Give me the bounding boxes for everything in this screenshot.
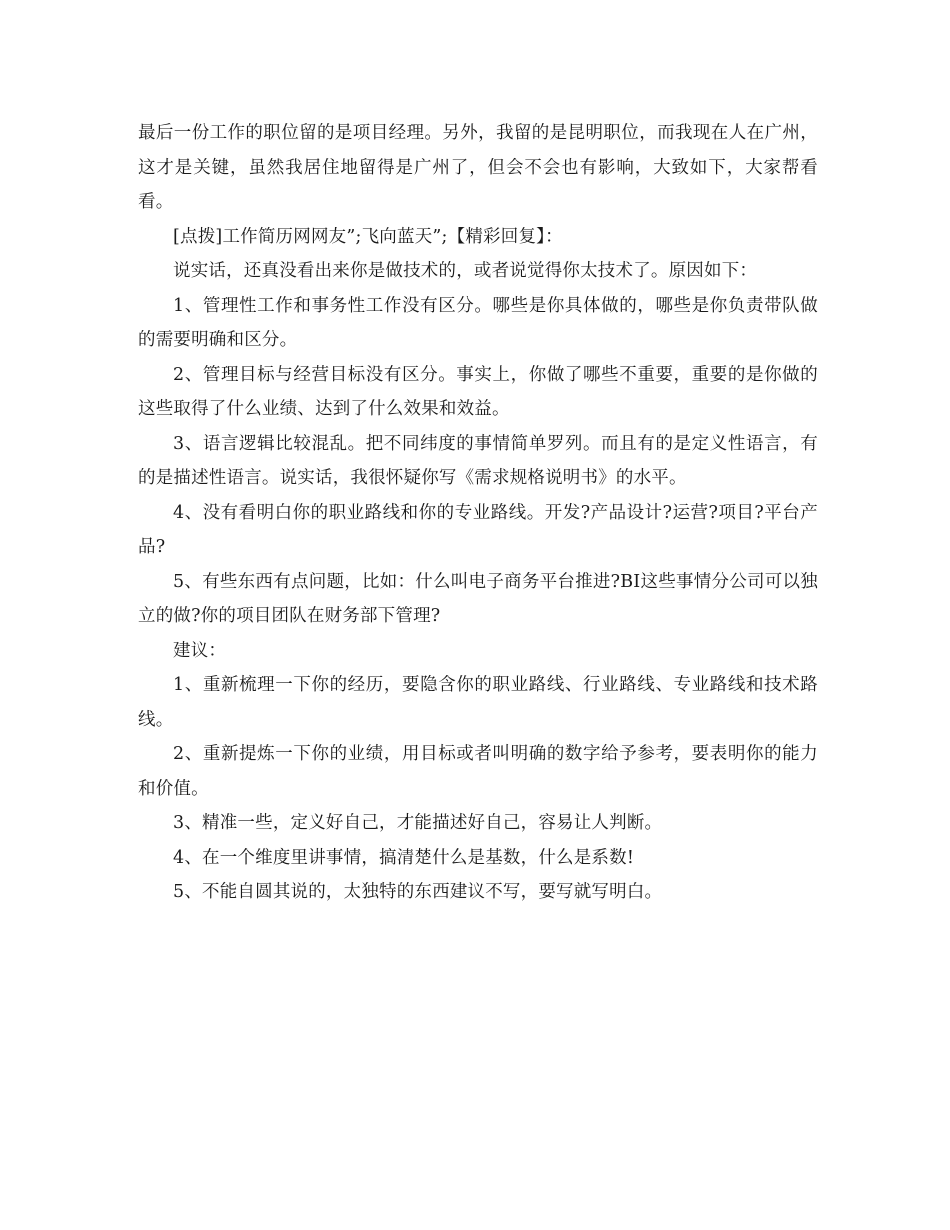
- paragraph-reason-3: 3、语言逻辑比较混乱。把不同纬度的事情简单罗列。而且有的是定义性语言，有的是描述性语言。说实话，我很怀疑你写《需求规格说明书》的水平。: [138, 433, 818, 488]
- document-body: [138, 116, 818, 910]
- paragraph-reason-5: 5、有些东西有点问题，比如：什么叫电子商务平台推进?BI这些事情分公司可以独立的做?你的项目团队在财务部下管理?: [138, 571, 818, 626]
- paragraph-suggestions-heading: 建议：: [173, 640, 227, 661]
- paragraph-suggestion-4: 4、在一个维度里讲事情，搞清楚什么是基数，什么是系数!: [173, 847, 635, 868]
- paragraph-reply-opening: 说实话，还真没看出来你是做技术的，或者说觉得你太技术了。原因如下：: [173, 261, 758, 281]
- paragraph-reason-1: 1、管理性工作和事务性工作没有区分。哪些是你具体做的，哪些是你负责带队做的需要明确和区分。: [138, 295, 818, 350]
- paragraph-suggestion-2: 2、重新提炼一下你的业绩，用目标或者叫明确的数字给予参考，要表明你的能力和价值。: [138, 744, 818, 799]
- paragraph-suggestion-3: 3、精准一些，定义好自己，才能描述好自己，容易让人判断。: [173, 813, 663, 833]
- paragraph-reply-header: [点拨]工作简历网网友”;飞向蓝天”;【精彩回复】：: [173, 226, 563, 247]
- paragraph-reason-4: 4、没有看明白你的职业路线和你的专业路线。开发?产品设计?运营?项目?平台产品?: [138, 502, 818, 557]
- paragraph-suggestion-5: 5、不能自圆其说的，太独特的东西建议不写，要写就写明白。: [173, 882, 663, 902]
- paragraph-reason-2: 2、管理目标与经营目标没有区分。事实上，你做了哪些不重要，重要的是你做的这些取得了什么业绩、达到了什么效果和效益。: [138, 364, 818, 419]
- paragraph-suggestion-1: 1、重新梳理一下你的经历，要隐含你的职业路线、行业路线、专业路线和技术路线。: [138, 675, 818, 730]
- paragraph-intro: 最后一份工作的职位留的是项目经理。另外，我留的是昆明职位，而我现在人在广州，这才是关键，虽然我居住地留得是广州了，但会不会也有影响，大致如下，大家帮看看。: [138, 123, 818, 212]
